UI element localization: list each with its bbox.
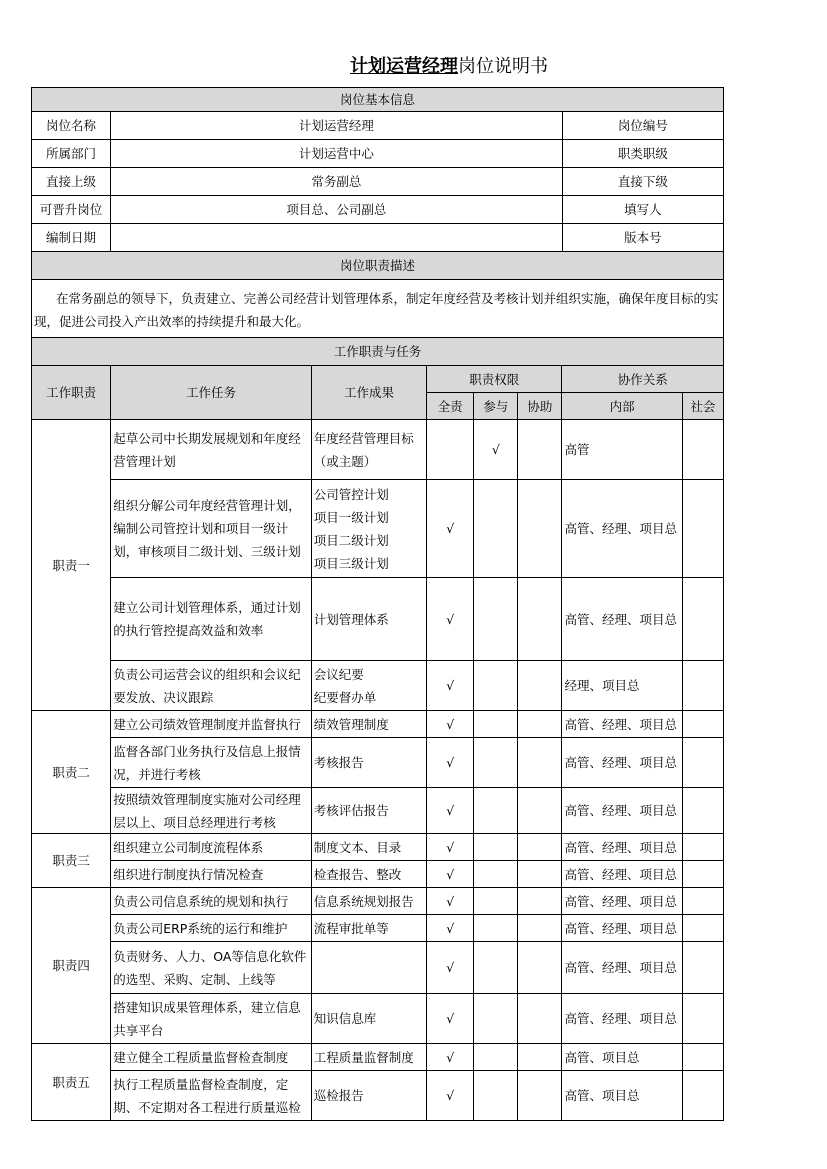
- basic-value: 计划运营经理: [111, 112, 563, 140]
- auth-assist: [518, 738, 562, 788]
- social-cell: [682, 711, 723, 738]
- internal-cell: 高管、经理、项目总: [562, 738, 682, 788]
- auth-full: √: [427, 788, 474, 834]
- col-social: 社会: [682, 393, 723, 420]
- internal-cell: 高管、经理、项目总: [562, 861, 682, 888]
- auth-full: √: [427, 942, 474, 994]
- auth-assist: [518, 711, 562, 738]
- table-row: [32, 1044, 724, 1071]
- auth-part: [474, 861, 518, 888]
- basic-info-header: 岗位基本信息: [32, 88, 724, 112]
- social-cell: [682, 1044, 723, 1071]
- internal-cell: 高管、项目总: [562, 1044, 682, 1071]
- duty-name: 职责三: [32, 834, 111, 888]
- internal-cell: 高管、经理、项目总: [562, 834, 682, 861]
- social-cell: [682, 738, 723, 788]
- auth-full: √: [427, 738, 474, 788]
- result-cell: 流程审批单等: [311, 915, 426, 942]
- auth-assist: [518, 915, 562, 942]
- basic-value: [111, 224, 563, 252]
- table-row: [32, 711, 724, 738]
- auth-part: [474, 788, 518, 834]
- basic-label: 所属部门: [32, 140, 111, 168]
- auth-assist: [518, 788, 562, 834]
- auth-part: [474, 578, 518, 661]
- internal-cell: 高管、经理、项目总: [562, 915, 682, 942]
- table-row: [32, 420, 724, 480]
- internal-cell: 高管、经理、项目总: [562, 788, 682, 834]
- social-cell: [682, 420, 723, 480]
- internal-cell: 高管、经理、项目总: [562, 578, 682, 661]
- table-row: [32, 661, 724, 711]
- auth-assist: [518, 994, 562, 1044]
- table-row: [32, 994, 724, 1044]
- auth-assist: [518, 942, 562, 994]
- table-row: [32, 888, 724, 915]
- auth-assist: [518, 661, 562, 711]
- auth-assist: [518, 1044, 562, 1071]
- auth-assist: [518, 578, 562, 661]
- basic-label: 编制日期: [32, 224, 111, 252]
- result-cell: 检查报告、整改: [311, 861, 426, 888]
- task-cell: 建立公司计划管理体系，通过计划的执行管控提高效益和效率: [111, 578, 312, 661]
- basic-info-table: [31, 87, 724, 340]
- auth-part: [474, 480, 518, 578]
- auth-full: √: [427, 480, 474, 578]
- auth-full: √: [427, 861, 474, 888]
- internal-cell: 高管、经理、项目总: [562, 942, 682, 994]
- basic-label: 可晋升岗位: [32, 196, 111, 224]
- auth-part: [474, 994, 518, 1044]
- table-row: [32, 834, 724, 861]
- internal-cell: 高管、经理、项目总: [562, 888, 682, 915]
- social-cell: [682, 480, 723, 578]
- social-cell: [682, 994, 723, 1044]
- table-row: [32, 788, 724, 834]
- result-cell: 年度经营管理目标（或主题）: [311, 420, 426, 480]
- auth-assist: [518, 834, 562, 861]
- task-cell: 组织建立公司制度流程体系: [111, 834, 312, 861]
- duties-table: [31, 337, 724, 1121]
- task-cell: 负责公司ERP系统的运行和维护: [111, 915, 312, 942]
- result-cell: [311, 942, 426, 994]
- task-cell: 负责公司运营会议的组织和会议纪要发放、决议跟踪: [111, 661, 312, 711]
- internal-cell: 高管、经理、项目总: [562, 994, 682, 1044]
- duties-header: 工作职责与任务: [32, 338, 724, 366]
- auth-part: [474, 661, 518, 711]
- result-cell: 工程质量监督制度: [311, 1044, 426, 1071]
- task-cell: 建立健全工程质量监督检查制度: [111, 1044, 312, 1071]
- task-cell: 负责财务、人力、OA等信息化软件的选型、采购、定制、上线等: [111, 942, 312, 994]
- result-cell: 知识信息库: [311, 994, 426, 1044]
- auth-part: [474, 1071, 518, 1121]
- basic-info-row: [32, 168, 724, 196]
- auth-full: [427, 420, 474, 480]
- social-cell: [682, 578, 723, 661]
- internal-cell: 高管: [562, 420, 682, 480]
- basic-info-row: [32, 224, 724, 252]
- auth-assist: [518, 861, 562, 888]
- auth-assist: [518, 480, 562, 578]
- col-auth: 职责权限: [427, 366, 562, 393]
- duty-name: 职责一: [32, 420, 111, 711]
- auth-full: √: [427, 915, 474, 942]
- social-cell: [682, 1071, 723, 1121]
- basic-label2: 岗位编号: [562, 112, 723, 140]
- task-cell: 按照绩效管理制度实施对公司经理层以上、项目总经理进行考核: [111, 788, 312, 834]
- basic-value: 常务副总: [111, 168, 563, 196]
- task-cell: 组织分解公司年度经营管理计划，编制公司管控计划和项目一级计划，审核项目二级计划、三级计划: [111, 480, 312, 578]
- basic-label: 直接上级: [32, 168, 111, 196]
- duty-name: 职责四: [32, 888, 111, 1044]
- table-row: [32, 1071, 724, 1121]
- table-row: [32, 738, 724, 788]
- internal-cell: 经理、项目总: [562, 661, 682, 711]
- task-cell: 负责公司信息系统的规划和执行: [111, 888, 312, 915]
- task-cell: 起草公司中长期发展规划和年度经营管理计划: [111, 420, 312, 480]
- basic-label2: 版本号: [562, 224, 723, 252]
- auth-full: √: [427, 1044, 474, 1071]
- result-cell: 绩效管理制度: [311, 711, 426, 738]
- table-row: [32, 915, 724, 942]
- social-cell: [682, 888, 723, 915]
- result-cell: 考核报告: [311, 738, 426, 788]
- duty-name: 职责五: [32, 1044, 111, 1121]
- task-cell: 执行工程质量监督检查制度，定期、不定期对各工程进行质量巡检: [111, 1071, 312, 1121]
- col-part: 参与: [474, 393, 518, 420]
- result-cell: 信息系统规划报告: [311, 888, 426, 915]
- auth-part: [474, 915, 518, 942]
- social-cell: [682, 661, 723, 711]
- basic-label: 岗位名称: [32, 112, 111, 140]
- task-cell: 监督各部门业务执行及信息上报情况，并进行考核: [111, 738, 312, 788]
- auth-part: [474, 942, 518, 994]
- basic-info-row: [32, 140, 724, 168]
- col-internal: 内部: [562, 393, 682, 420]
- auth-full: √: [427, 1071, 474, 1121]
- col-assist: 协助: [518, 393, 562, 420]
- col-result: 工作成果: [311, 366, 426, 420]
- social-cell: [682, 788, 723, 834]
- auth-full: √: [427, 578, 474, 661]
- auth-assist: [518, 420, 562, 480]
- table-row: [32, 861, 724, 888]
- basic-label2: 直接下级: [562, 168, 723, 196]
- auth-assist: [518, 888, 562, 915]
- auth-part: [474, 888, 518, 915]
- social-cell: [682, 834, 723, 861]
- basic-info-row: [32, 112, 724, 140]
- internal-cell: 高管、经理、项目总: [562, 711, 682, 738]
- auth-full: √: [427, 711, 474, 738]
- basic-value: 计划运营中心: [111, 140, 563, 168]
- result-cell: 考核评估报告: [311, 788, 426, 834]
- auth-part: [474, 738, 518, 788]
- basic-label2: 职类职级: [562, 140, 723, 168]
- social-cell: [682, 915, 723, 942]
- internal-cell: 高管、项目总: [562, 1071, 682, 1121]
- auth-part: [474, 711, 518, 738]
- result-cell: 计划管理体系: [311, 578, 426, 661]
- auth-assist: [518, 1071, 562, 1121]
- table-row: [32, 480, 724, 578]
- auth-part: [474, 1044, 518, 1071]
- col-coop: 协作关系: [562, 366, 724, 393]
- result-cell: 巡检报告: [311, 1071, 426, 1121]
- duty-name: 职责二: [32, 711, 111, 834]
- social-cell: [682, 942, 723, 994]
- auth-full: √: [427, 661, 474, 711]
- desc-header: 岗位职责描述: [32, 252, 724, 280]
- col-full: 全责: [427, 393, 474, 420]
- result-cell: 公司管控计划 项目一级计划 项目二级计划 项目三级计划: [311, 480, 426, 578]
- task-cell: 组织进行制度执行情况检查: [111, 861, 312, 888]
- result-cell: 会议纪要 纪要督办单: [311, 661, 426, 711]
- col-task: 工作任务: [111, 366, 312, 420]
- col-duty: 工作职责: [32, 366, 111, 420]
- basic-value: 项目总、公司副总: [111, 196, 563, 224]
- job-description: 在常务副总的领导下，负责建立、完善公司经营计划管理体系，制定年度经营及考核计划并组织实施，确保年度目标的实现，促进公司投入产出效率的持续提升和最大化。: [32, 280, 724, 340]
- auth-full: √: [427, 888, 474, 915]
- social-cell: [682, 861, 723, 888]
- auth-part: [474, 834, 518, 861]
- task-cell: 建立公司绩效管理制度并监督执行: [111, 711, 312, 738]
- table-row: [32, 578, 724, 661]
- result-cell: 制度文本、目录: [311, 834, 426, 861]
- table-row: [32, 942, 724, 994]
- basic-label2: 填写人: [562, 196, 723, 224]
- basic-info-row: [32, 196, 724, 224]
- page-title: 计划运营经理岗位说明书: [350, 56, 548, 77]
- auth-full: √: [427, 834, 474, 861]
- task-cell: 搭建知识成果管理体系，建立信息共享平台: [111, 994, 312, 1044]
- auth-part: √: [474, 420, 518, 480]
- auth-full: √: [427, 994, 474, 1044]
- internal-cell: 高管、经理、项目总: [562, 480, 682, 578]
